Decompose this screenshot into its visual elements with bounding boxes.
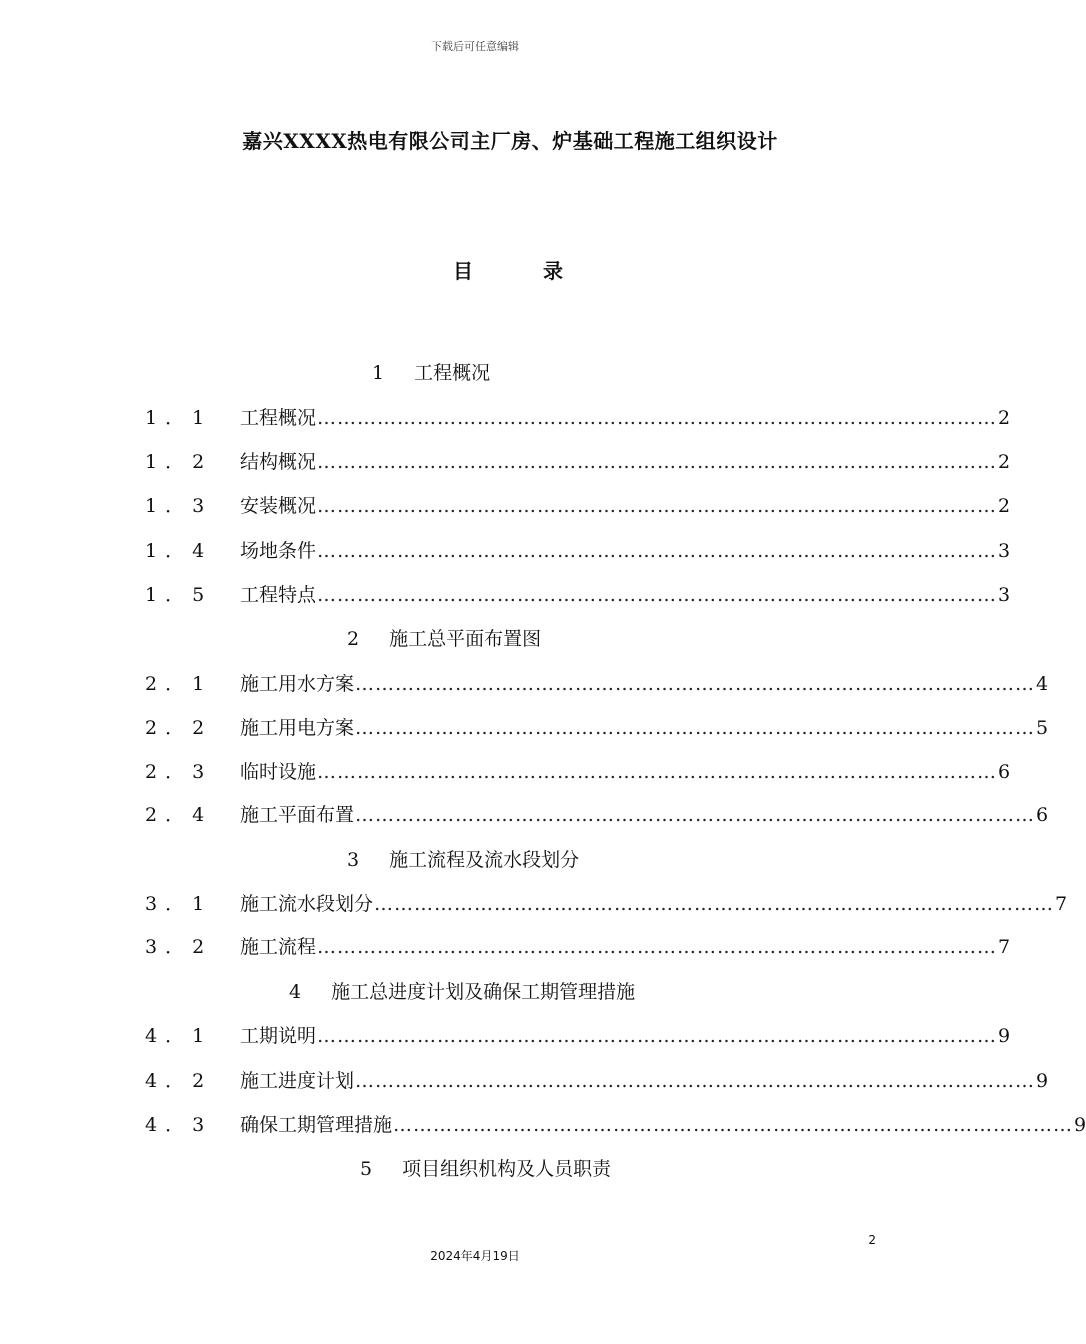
dot-leader: ………………………………………………………………………………………… <box>355 804 1036 826</box>
entry-page: 3 <box>998 540 1011 562</box>
entry-number: 4．1 <box>145 1025 213 1047</box>
entry-number: 4．3 <box>145 1114 213 1136</box>
entry-number: 2．2 <box>145 717 213 739</box>
dot-leader: ………………………………………………………………………………………… <box>393 1114 1074 1136</box>
entry-page: 4 <box>1036 673 1049 695</box>
entry-page: 7 <box>1055 893 1068 915</box>
entry-page: 9 <box>998 1025 1011 1047</box>
toc-entry[interactable] <box>145 403 1011 431</box>
entry-page: 9 <box>1036 1070 1049 1092</box>
section-number: 2 <box>347 628 360 650</box>
section-title: 工程概况 <box>414 362 491 384</box>
document-title: 嘉兴XXXX热电有限公司主厂房、炉基础工程施工组织设计 <box>242 129 778 153</box>
dot-leader: ………………………………………………………………………………………… <box>317 495 998 517</box>
dot-leader: ………………………………………………………………………………………… <box>374 893 1055 915</box>
entry-page: 2 <box>998 495 1011 517</box>
toc-section-2[interactable] <box>347 624 541 651</box>
entry-page: 2 <box>998 407 1011 429</box>
entry-title: 场地条件 <box>240 540 317 562</box>
toc-entry[interactable] <box>145 1066 1049 1094</box>
toc-entry[interactable] <box>145 669 1049 697</box>
dot-leader: ………………………………………………………………………………………… <box>355 717 1036 739</box>
toc-entry[interactable] <box>145 889 1068 917</box>
entry-page: 5 <box>1036 717 1049 739</box>
toc-entry[interactable] <box>145 491 1011 519</box>
toc-entry[interactable] <box>145 757 1011 785</box>
toc-heading <box>453 255 563 284</box>
section-title: 施工总进度计划及确保工期管理措施 <box>331 981 636 1003</box>
entry-title: 结构概况 <box>240 451 317 473</box>
entry-number: 3．1 <box>145 893 213 915</box>
entry-title: 施工流程 <box>240 936 317 958</box>
footer-date: 2024年4月19日 <box>430 1249 520 1263</box>
dot-leader: ………………………………………………………………………………………… <box>355 1070 1036 1092</box>
entry-title: 施工用电方案 <box>240 717 355 739</box>
page-number: 2 <box>868 1233 876 1247</box>
toc-heading-char-2: 录 <box>543 259 563 283</box>
entry-number: 4．2 <box>145 1070 213 1092</box>
dot-leader: ………………………………………………………………………………………… <box>317 540 998 562</box>
section-title: 项目组织机构及人员职责 <box>402 1158 612 1180</box>
toc-section-4[interactable] <box>289 977 635 1004</box>
entry-title: 临时设施 <box>240 761 317 783</box>
toc-section-3[interactable] <box>347 845 579 872</box>
entry-number: 1．1 <box>145 407 213 429</box>
toc-entry[interactable] <box>145 1110 1086 1138</box>
dot-leader: ………………………………………………………………………………………… <box>317 584 998 606</box>
toc-section-5[interactable] <box>360 1154 611 1181</box>
section-title: 施工总平面布置图 <box>389 628 542 650</box>
dot-leader: ………………………………………………………………………………………… <box>317 1025 998 1047</box>
toc-entry[interactable] <box>145 580 1011 608</box>
toc-entry[interactable] <box>145 1021 1011 1049</box>
dot-leader: ………………………………………………………………………………………… <box>317 936 998 958</box>
entry-page: 6 <box>1036 804 1049 826</box>
entry-title: 工程概况 <box>240 407 317 429</box>
dot-leader: ………………………………………………………………………………………… <box>317 407 998 429</box>
section-number: 4 <box>289 981 302 1003</box>
entry-number: 1．4 <box>145 540 213 562</box>
entry-number: 2．3 <box>145 761 213 783</box>
dot-leader: ………………………………………………………………………………………… <box>355 673 1036 695</box>
entry-number: 1．2 <box>145 451 213 473</box>
entry-page: 3 <box>998 584 1011 606</box>
entry-title: 确保工期管理措施 <box>240 1114 393 1136</box>
entry-page: 2 <box>998 451 1011 473</box>
entry-number: 2．4 <box>145 804 213 826</box>
toc-entry[interactable] <box>145 932 1011 960</box>
entry-title: 施工用水方案 <box>240 673 355 695</box>
entry-title: 施工流水段划分 <box>240 893 374 915</box>
header-note: 下载后可任意编辑 <box>431 40 519 53</box>
toc-entry[interactable] <box>145 800 1049 828</box>
dot-leader: ………………………………………………………………………………………… <box>317 451 998 473</box>
toc-entry[interactable] <box>145 447 1011 475</box>
toc-entry[interactable] <box>145 536 1011 564</box>
entry-title: 安装概况 <box>240 495 317 517</box>
dot-leader: ………………………………………………………………………………………… <box>317 761 998 783</box>
toc-section-1[interactable] <box>372 358 490 385</box>
section-number: 1 <box>372 362 385 384</box>
entry-page: 9 <box>1074 1114 1086 1136</box>
entry-title: 施工进度计划 <box>240 1070 355 1092</box>
section-number: 5 <box>360 1158 373 1180</box>
section-title: 施工流程及流水段划分 <box>389 849 580 871</box>
section-number: 3 <box>347 849 360 871</box>
toc-heading-char-1: 目 <box>453 259 473 283</box>
toc-entry[interactable] <box>145 713 1049 741</box>
entry-number: 1．3 <box>145 495 213 517</box>
entry-number: 1．5 <box>145 584 213 606</box>
entry-number: 3．2 <box>145 936 213 958</box>
entry-title: 施工平面布置 <box>240 804 355 826</box>
entry-page: 6 <box>998 761 1011 783</box>
entry-title: 工程特点 <box>240 584 317 606</box>
entry-title: 工期说明 <box>240 1025 317 1047</box>
entry-page: 7 <box>998 936 1011 958</box>
entry-number: 2．1 <box>145 673 213 695</box>
